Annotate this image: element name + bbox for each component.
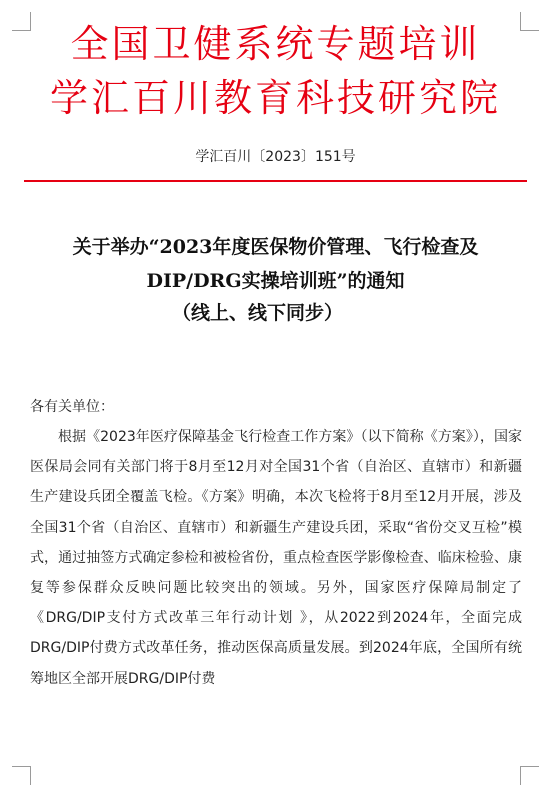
issuer-name-line1: 全国卫健系统专题培训 (70, 22, 481, 66)
header-divider (24, 180, 527, 182)
issuer-name-line2: 学汇百川教育科技研究院 (49, 76, 501, 120)
crop-mark-bottom-left (12, 766, 31, 785)
crop-mark-bottom-right (520, 766, 539, 785)
notice-title-line1: 关于举办“2023年度医保物价管理、飞行检查及 (72, 236, 479, 258)
document-number: 学汇百川〔2023〕151号 (195, 149, 356, 165)
body-paragraph: 根据《2023年医疗保障基金飞行检查工作方案》（以下简称《方案》），国家医保局会同有关部门将于8月至12月对全国31个省（自治区、直辖市）和新疆生产建设兵团全覆盖飞检。《方案》明确，本次飞检将于8月至12月开展，涉及全国31个省（自治区、直辖市）和新疆生产建设兵团，采取“省份交叉互检”模式，通过抽签方式确定参检和被检省份，重点检查医学影像检查、临床检验、康复等参保群众反映问题比较突出的领域。另外，国家医疗保障局制定了《DRG/DIP支付方式改革三年行动计划 》，从2022到2024年，全面完成DRG/DIP付费方式改革任务，推动医保高质量发展。到2024年底，全国所有统筹地区全部开展DRG/DIP付费 (30, 429, 522, 687)
notice-title-line2: DIP/DRG实操培训班”的通知 (146, 270, 405, 292)
notice-title-line3: （线上、线下同步） (171, 302, 343, 324)
notice-body (30, 392, 522, 694)
salutation: 各有关单位： (30, 399, 114, 415)
